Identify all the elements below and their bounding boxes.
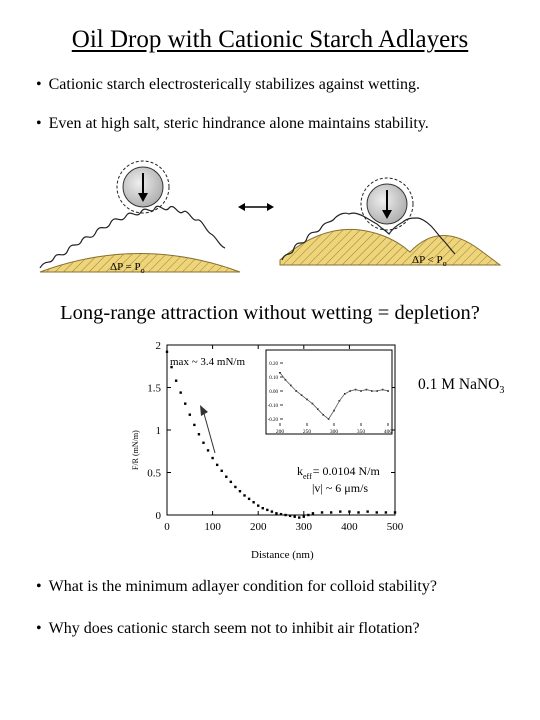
data-point <box>303 516 305 518</box>
data-point <box>175 380 177 382</box>
data-point <box>252 501 254 503</box>
data-point <box>262 507 264 509</box>
y-tick-label: 1.5 <box>147 382 161 395</box>
data-point <box>193 424 195 426</box>
bullet-text: Cationic starch electrosterically stabilizes against wetting. <box>48 76 421 93</box>
force-distance-chart <box>120 336 420 566</box>
inset-chart <box>266 350 392 435</box>
bullet-marker: • <box>36 620 42 637</box>
data-point <box>243 494 245 496</box>
right-drop <box>361 178 413 230</box>
data-point <box>248 498 250 500</box>
data-point <box>339 510 341 512</box>
bullet-1 <box>36 76 420 94</box>
subtitle: Long-range attraction without wetting = depletion? <box>60 302 480 324</box>
inset-y-tick-label: 0.20 <box>269 362 278 367</box>
data-point <box>357 511 359 513</box>
adlayer-schematic <box>0 140 540 300</box>
velocity-annotation: |v| ~ 6 μm/s <box>312 481 369 495</box>
right-pressure-label: $\Delta P < P_o$ <box>412 254 447 268</box>
data-point <box>221 470 223 472</box>
y-tick-label: 2 <box>155 340 161 352</box>
data-point <box>234 486 236 488</box>
inset-y-tick-label: -0.20 <box>267 418 278 423</box>
inset-y-tick-label: 0.10 <box>269 376 278 381</box>
y-tick-label: 0 <box>155 510 161 522</box>
bullet-text: What is the minimum adlayer condition for colloid stability? <box>48 578 437 595</box>
right-substrate <box>280 229 500 265</box>
data-point <box>289 515 291 517</box>
approach-arrow <box>203 410 215 453</box>
data-point <box>230 481 232 483</box>
max-annotation: max ~ 3.4 mN/m <box>170 356 246 368</box>
data-point <box>184 402 186 404</box>
x-tick-label: 300 <box>295 521 313 533</box>
y-tick-label: 0.5 <box>147 467 161 480</box>
data-point <box>271 510 273 512</box>
x-tick-label: 200 <box>249 521 267 533</box>
bullet-2 <box>36 115 429 133</box>
data-point <box>312 512 314 514</box>
keff-annotation: $k_{eff}= 0.0104$ N/m <box>297 464 380 481</box>
data-point <box>394 511 396 513</box>
bullet-marker: • <box>36 115 42 132</box>
bullet-4 <box>36 620 420 638</box>
x-tick-label: 0 <box>164 521 170 533</box>
data-point <box>348 510 350 512</box>
data-point <box>330 511 332 513</box>
data-point <box>207 449 209 451</box>
data-point <box>321 511 323 513</box>
inset-y-tick-label: 0.00 <box>269 390 278 395</box>
data-point <box>266 509 268 511</box>
data-point <box>298 516 300 518</box>
inset-x-tick-label: 200 <box>275 429 285 435</box>
bullet-3 <box>36 578 437 596</box>
bullet-marker: • <box>36 578 42 595</box>
left-pressure-label: $\Delta P = P_o$ <box>110 261 145 275</box>
y-axis-label: F/R (mN/m) <box>131 430 140 470</box>
bullet-marker: • <box>36 76 42 93</box>
bullet-text: Even at high salt, steric hindrance alone maintains stability. <box>48 115 429 132</box>
inset-x-tick-label: 400 <box>383 429 393 435</box>
data-point <box>284 514 286 516</box>
data-point <box>179 391 181 393</box>
data-point <box>239 490 241 492</box>
slide-title: Oil Drop with Cationic Starch Adlayers <box>71 26 469 53</box>
double-arrow-icon <box>238 203 274 211</box>
bullet-text: Why does cationic starch seem not to inhibit air flotation? <box>48 620 420 637</box>
salt-label: 0.1 M NaNO$_3$ <box>418 376 505 397</box>
x-axis-label: Distance (nm) <box>251 549 314 561</box>
y-tick-label: 1 <box>155 425 161 437</box>
data-point <box>293 516 295 518</box>
data-point <box>216 464 218 466</box>
data-point <box>366 510 368 512</box>
data-point <box>307 514 309 516</box>
data-point <box>280 513 282 515</box>
data-point <box>385 511 387 513</box>
inset-x-tick-label: 250 <box>302 429 312 435</box>
data-point <box>198 433 200 435</box>
inset-y-tick-label: -0.10 <box>267 404 278 409</box>
data-point <box>257 504 259 506</box>
data-point <box>166 351 168 353</box>
data-point <box>202 442 204 444</box>
data-point <box>211 457 213 459</box>
data-point <box>189 414 191 416</box>
x-tick-label: 400 <box>341 521 358 533</box>
data-point <box>376 511 378 513</box>
x-tick-label: 100 <box>204 521 221 533</box>
data-point <box>275 512 277 514</box>
left-drop <box>117 161 169 213</box>
data-point <box>225 476 227 478</box>
inset-x-tick-label: 300 <box>329 429 339 435</box>
inset-x-tick-label: 350 <box>356 429 366 435</box>
x-tick-label: 500 <box>386 521 404 533</box>
